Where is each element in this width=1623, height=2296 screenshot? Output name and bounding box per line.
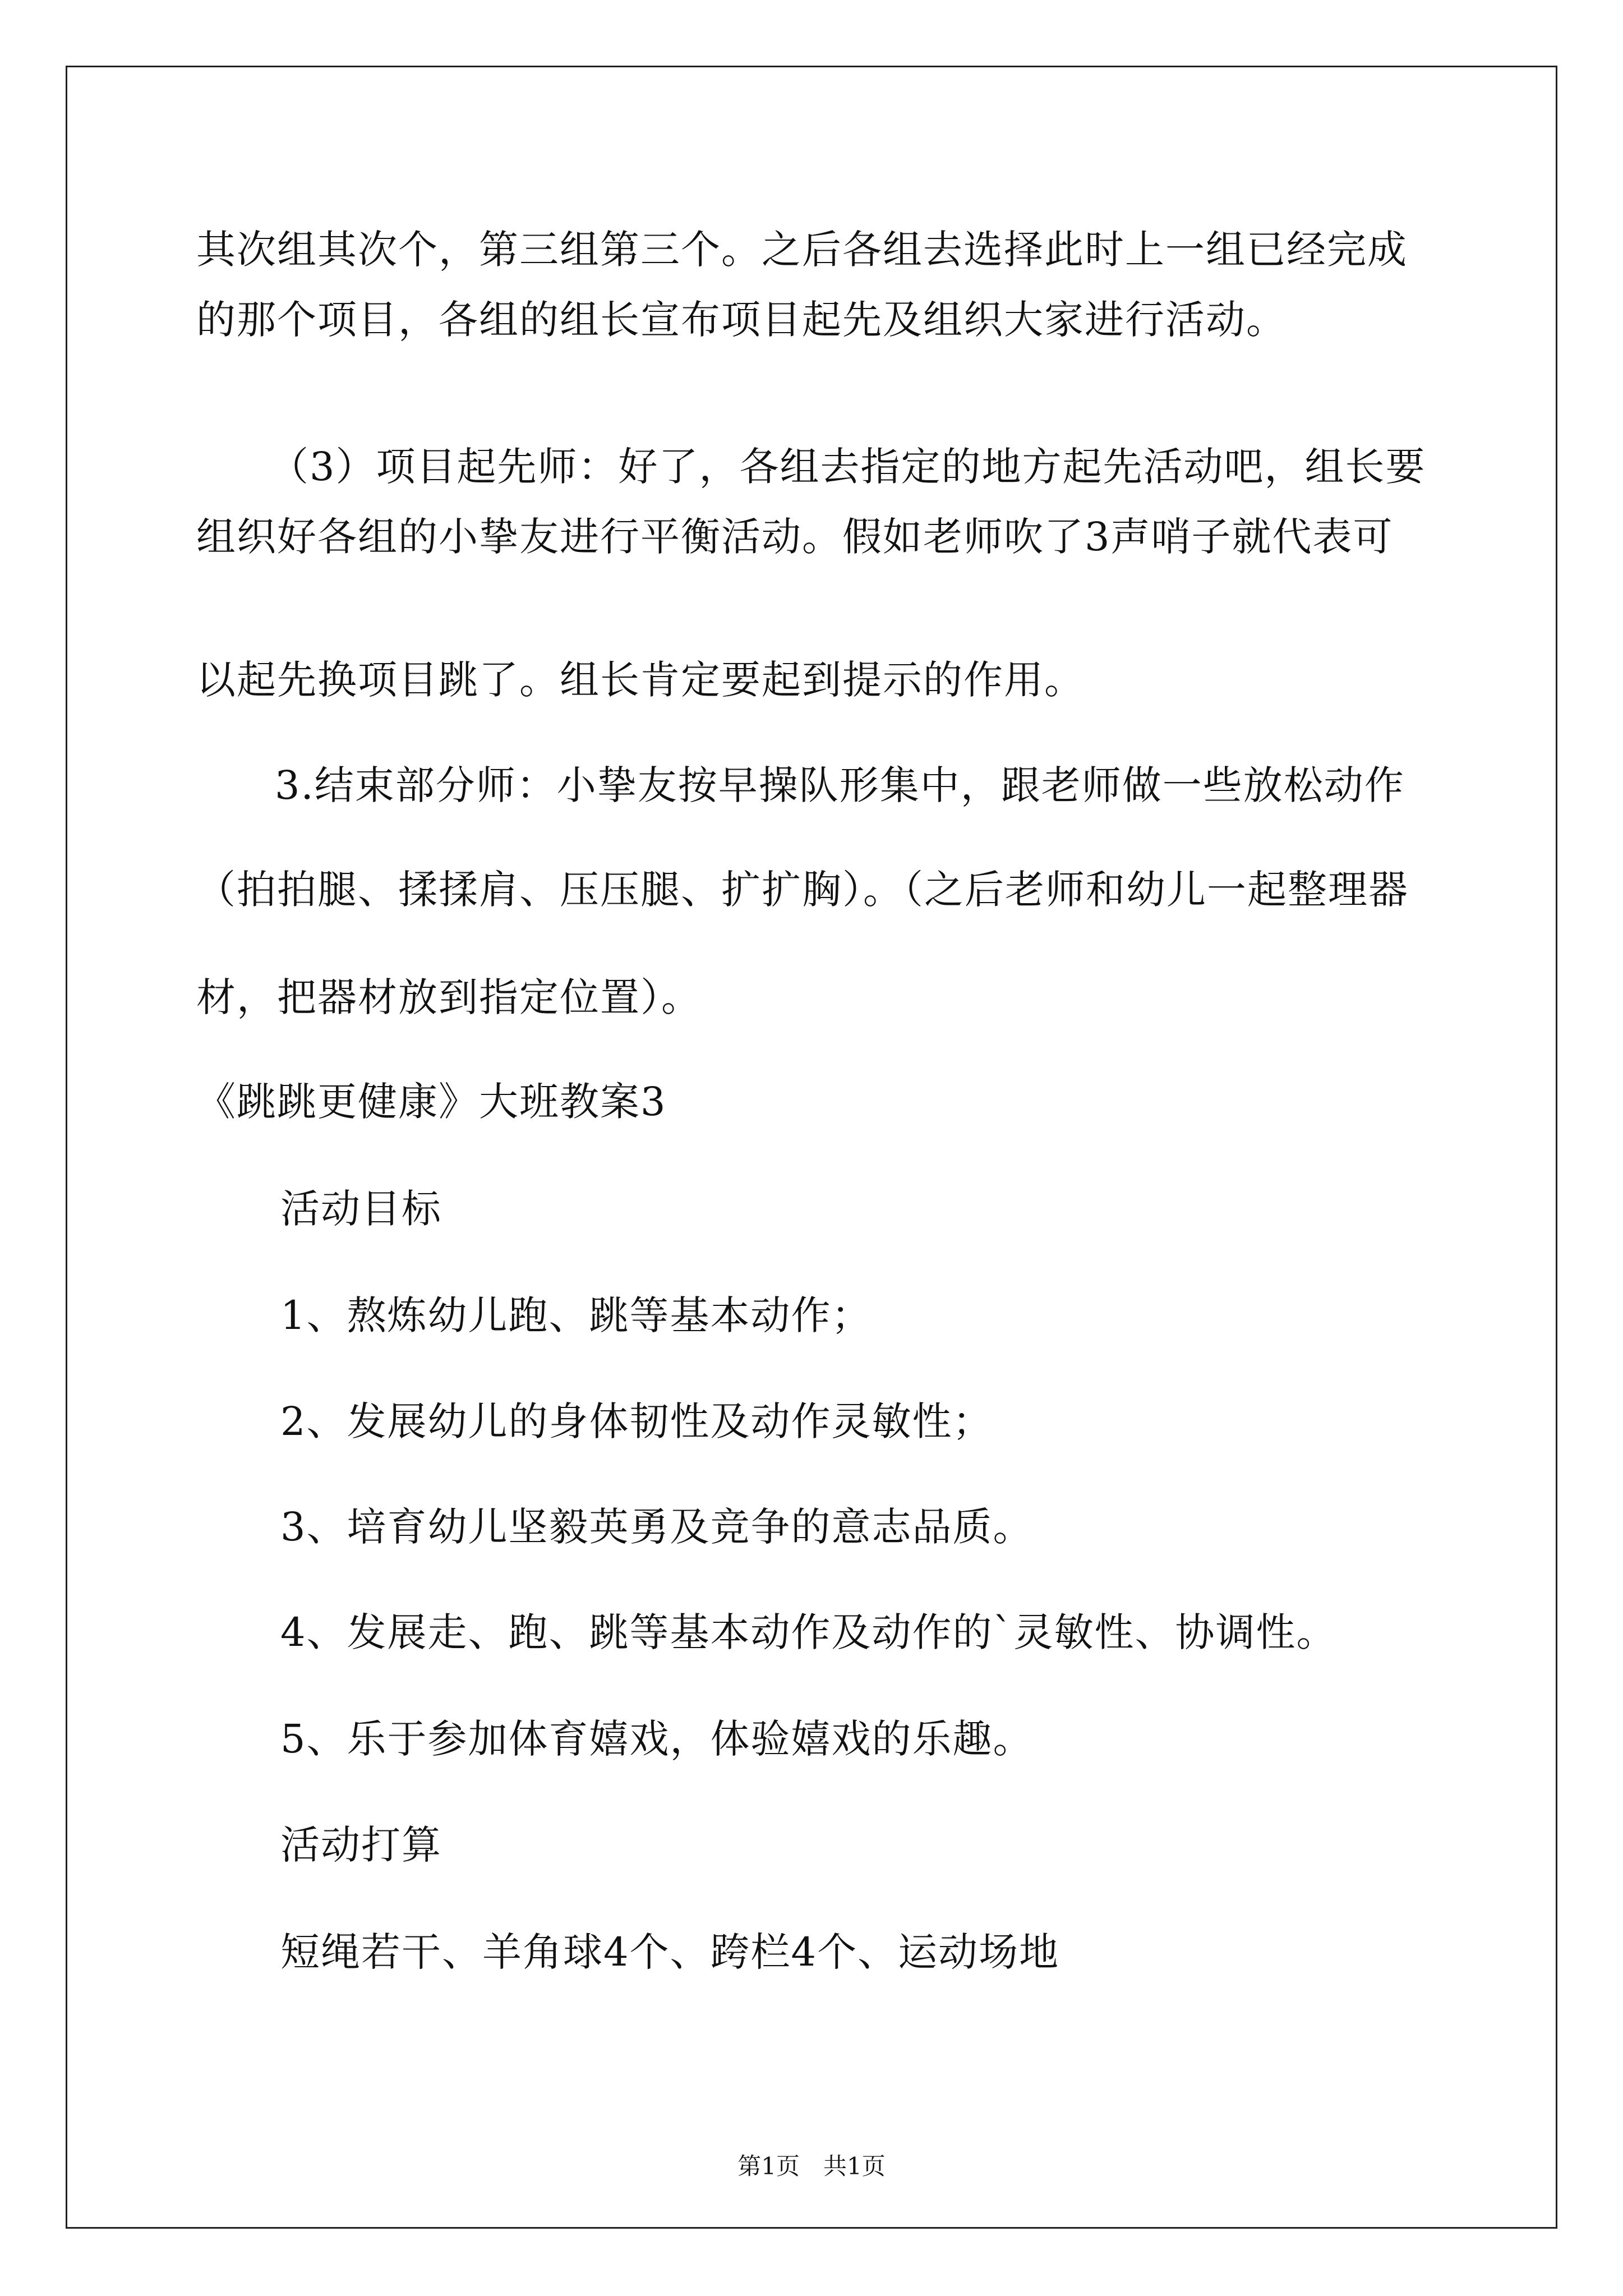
paragraph-line: 材，把器材放到指定位置）。 — [196, 974, 702, 1020]
paragraph-line: 以起先换项目跳了。组长肯定要起到提示的作用。 — [196, 657, 1085, 703]
paragraph-line: （拍拍腿、揉揉肩、压压腿、扩扩胸）。（之后老师和幼儿一起整理器 — [196, 867, 1409, 913]
section-heading: 活动打算 — [280, 1822, 442, 1868]
list-item: 4、发展走、跑、跳等基本动作及动作的`灵敏性、协调性。 — [280, 1609, 1337, 1655]
section-heading: 活动目标 — [280, 1186, 442, 1232]
paragraph-line: 组织好各组的小挚友进行平衡活动。假如老师吹了3声哨子就代表可 — [196, 514, 1394, 560]
list-item: 1、熬炼幼儿跑、跳等基本动作； — [280, 1292, 872, 1338]
page-footer: 第1页 共1页 — [737, 2152, 886, 2180]
paragraph-line: （3）项目起先师：好了，各组去指定的地方起先活动吧，组长要 — [269, 444, 1426, 490]
list-item: 2、发展幼儿的身体韧性及动作灵敏性； — [280, 1398, 993, 1444]
section-title: 《跳跳更健康》大班教案3 — [196, 1079, 667, 1125]
page-border — [66, 66, 1557, 2229]
list-item: 3、培育幼儿坚毅英勇及竞争的意志品质。 — [280, 1504, 1034, 1550]
paragraph-line: 短绳若干、羊角球4个、跨栏4个、运动场地 — [280, 1929, 1060, 1975]
paragraph-line: 的那个项目，各组的组长宣布项目起先及组织大家进行活动。 — [196, 297, 1287, 343]
list-item: 5、乐于参加体育嬉戏，体验嬉戏的乐趣。 — [280, 1716, 1034, 1762]
paragraph-line: 3.结束部分师：小挚友按早操队形集中，跟老师做一些放松动作 — [275, 762, 1405, 808]
paragraph-line: 其次组其次个，第三组第三个。之后各组去选择此时上一组已经完成 — [196, 227, 1408, 273]
